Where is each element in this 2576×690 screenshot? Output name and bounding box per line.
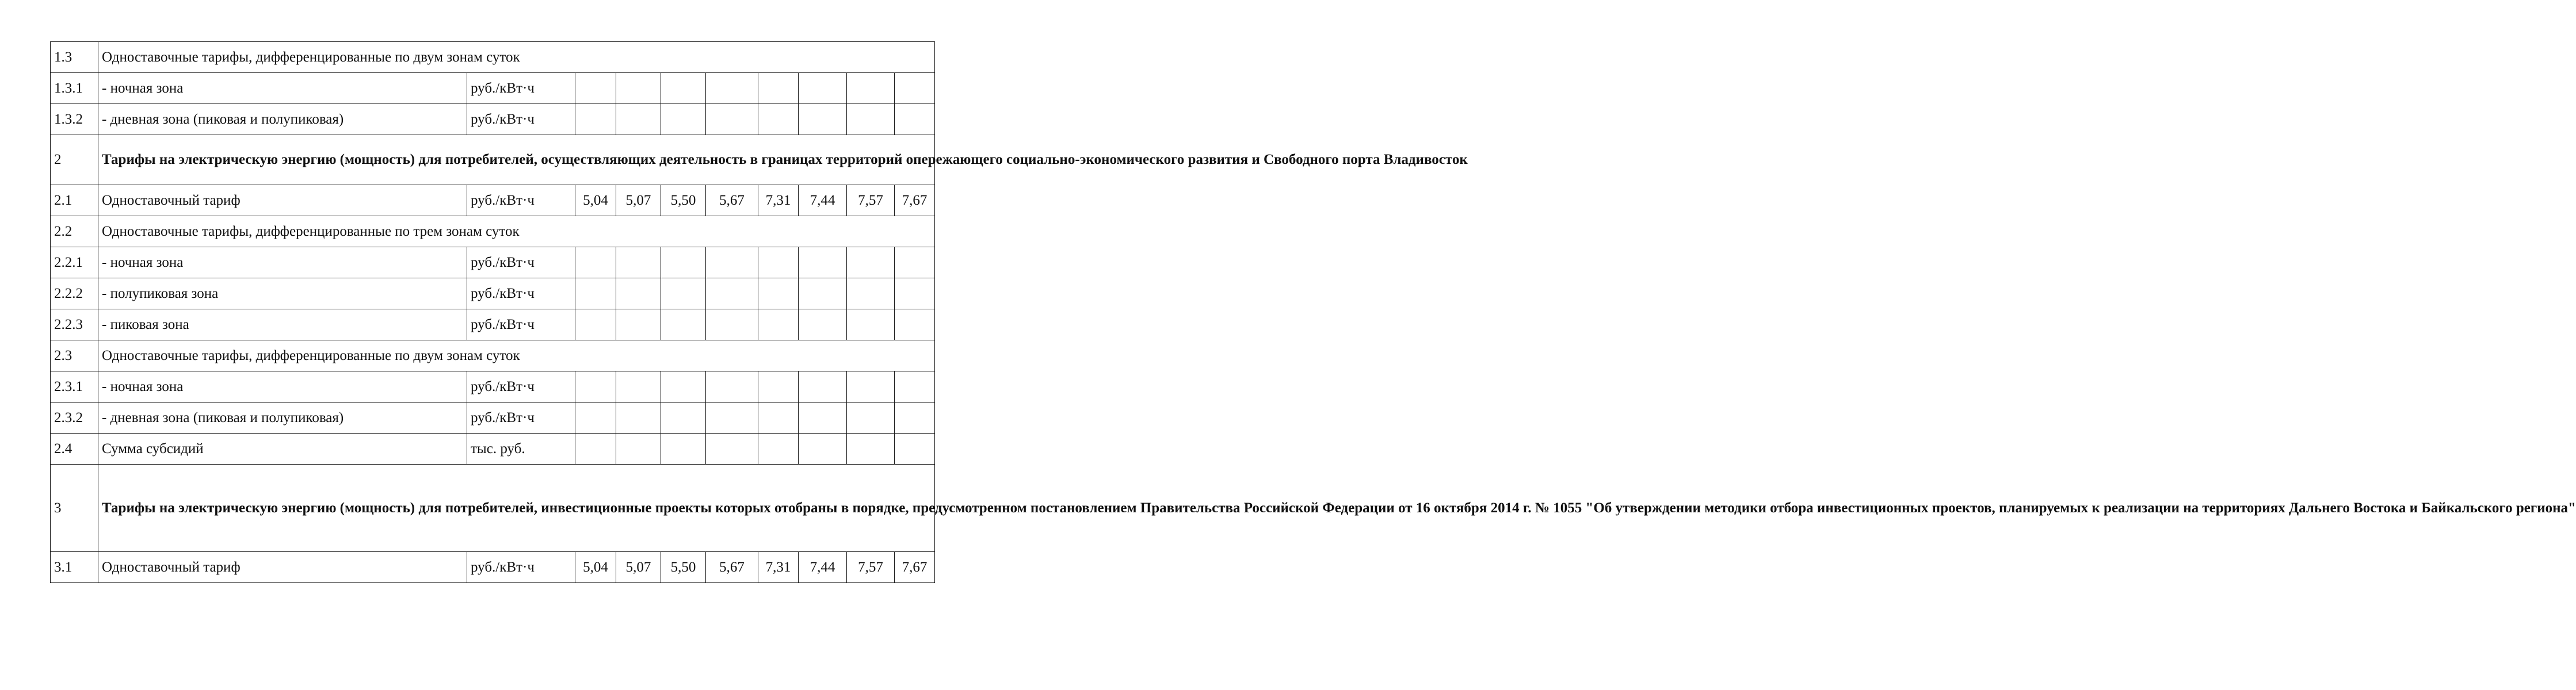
value-cell xyxy=(847,309,895,340)
value-cell: 5,50 xyxy=(661,552,706,583)
value-cell xyxy=(758,104,799,135)
value-cell: 5,07 xyxy=(616,552,661,583)
value-cell xyxy=(616,402,661,434)
value-cell xyxy=(799,73,847,104)
row-number: 3.1 xyxy=(51,552,98,583)
table-row xyxy=(51,278,935,309)
value-cell xyxy=(758,402,799,434)
value-cell xyxy=(616,104,661,135)
table-row xyxy=(51,247,935,278)
value-cell xyxy=(895,247,935,278)
value-cell xyxy=(847,73,895,104)
table-row xyxy=(51,216,935,247)
value-cell xyxy=(847,402,895,434)
table-row xyxy=(51,402,935,434)
value-cell xyxy=(895,434,935,465)
table-row xyxy=(51,42,935,73)
value-cell xyxy=(706,73,758,104)
row-name: - ночная зона xyxy=(98,73,467,104)
value-cell: 5,67 xyxy=(706,185,758,216)
value-cell xyxy=(847,371,895,402)
value-cell: 5,04 xyxy=(575,552,616,583)
value-cell: 5,07 xyxy=(616,185,661,216)
value-cell: 7,67 xyxy=(895,552,935,583)
row-number: 2.3 xyxy=(51,340,98,371)
value-cell xyxy=(895,309,935,340)
group-heading: Тарифы на электрическую энергию (мощность) для потребителей, инвестиционные проекты которых отобраны в порядке, предусмотренном постановлением Правительства Российской Федерации от 16 октября 2014 г. № 1055 "Об утверждении методики отбора инвестиционных проектов, планируемых к реализации на территориях Дальнего Востока и Байкальского региона" xyxy=(98,465,935,552)
value-cell xyxy=(799,309,847,340)
value-cell xyxy=(575,309,616,340)
value-cell xyxy=(758,73,799,104)
row-number: 2.1 xyxy=(51,185,98,216)
value-cell xyxy=(847,434,895,465)
value-cell xyxy=(799,278,847,309)
value-cell xyxy=(616,434,661,465)
row-number: 1.3.2 xyxy=(51,104,98,135)
row-name: - полупиковая зона xyxy=(98,278,467,309)
table-row xyxy=(51,104,935,135)
row-number: 2.3.1 xyxy=(51,371,98,402)
row-number: 2.2 xyxy=(51,216,98,247)
row-name: Одноставочный тариф xyxy=(98,552,467,583)
row-number: 2.4 xyxy=(51,434,98,465)
value-cell xyxy=(575,278,616,309)
row-unit: руб./кВт·ч xyxy=(467,402,575,434)
value-cell xyxy=(706,278,758,309)
value-cell xyxy=(799,104,847,135)
value-cell xyxy=(661,402,706,434)
value-cell xyxy=(758,371,799,402)
value-cell xyxy=(758,247,799,278)
value-cell xyxy=(575,371,616,402)
row-name: - пиковая зона xyxy=(98,309,467,340)
value-cell xyxy=(799,434,847,465)
table-row xyxy=(51,552,935,583)
row-unit: руб./кВт·ч xyxy=(467,185,575,216)
section-title: Одноставочные тарифы, дифференцированные по трем зонам суток xyxy=(98,216,935,247)
value-cell xyxy=(706,402,758,434)
table-row xyxy=(51,371,935,402)
value-cell: 7,57 xyxy=(847,552,895,583)
row-unit: руб./кВт·ч xyxy=(467,371,575,402)
section-title: Одноставочные тарифы, дифференцированные по двум зонам суток xyxy=(98,340,935,371)
value-cell xyxy=(575,247,616,278)
value-cell xyxy=(799,402,847,434)
value-cell xyxy=(661,104,706,135)
value-cell xyxy=(758,278,799,309)
table-row xyxy=(51,340,935,371)
row-name: - ночная зона xyxy=(98,371,467,402)
value-cell xyxy=(758,434,799,465)
group-heading: Тарифы на электрическую энергию (мощность) для потребителей, осуществляющих деятельность в границах территорий опережающего социально-экономического развития и Свободного порта Владивосток xyxy=(98,135,935,185)
value-cell xyxy=(616,278,661,309)
table-row xyxy=(51,185,935,216)
value-cell xyxy=(661,73,706,104)
row-unit: руб./кВт·ч xyxy=(467,278,575,309)
value-cell: 7,67 xyxy=(895,185,935,216)
table-row xyxy=(51,135,935,185)
value-cell xyxy=(895,104,935,135)
value-cell: 5,04 xyxy=(575,185,616,216)
row-unit: руб./кВт·ч xyxy=(467,309,575,340)
value-cell xyxy=(661,247,706,278)
value-cell xyxy=(799,371,847,402)
value-cell xyxy=(706,371,758,402)
row-unit: руб./кВт·ч xyxy=(467,247,575,278)
table-body xyxy=(51,42,2576,583)
value-cell xyxy=(575,434,616,465)
row-unit: тыс. руб. xyxy=(467,434,575,465)
row-number: 2.2.1 xyxy=(51,247,98,278)
row-number: 1.3.1 xyxy=(51,73,98,104)
value-cell xyxy=(575,402,616,434)
row-unit: руб./кВт·ч xyxy=(467,73,575,104)
value-cell xyxy=(847,104,895,135)
value-cell xyxy=(661,434,706,465)
value-cell xyxy=(758,309,799,340)
value-cell xyxy=(847,247,895,278)
value-cell xyxy=(706,247,758,278)
value-cell xyxy=(661,371,706,402)
value-cell xyxy=(799,247,847,278)
value-cell: 5,67 xyxy=(706,552,758,583)
value-cell: 7,44 xyxy=(799,185,847,216)
value-cell: 7,31 xyxy=(758,552,799,583)
value-cell xyxy=(616,371,661,402)
value-cell xyxy=(661,309,706,340)
table-row xyxy=(51,309,935,340)
document-page xyxy=(50,41,2576,583)
value-cell xyxy=(706,434,758,465)
row-number: 1.3 xyxy=(51,42,98,73)
row-number: 2.2.2 xyxy=(51,278,98,309)
value-cell: 7,31 xyxy=(758,185,799,216)
value-cell xyxy=(575,73,616,104)
row-name: - ночная зона xyxy=(98,247,467,278)
value-cell xyxy=(575,104,616,135)
value-cell xyxy=(895,278,935,309)
row-number: 3 xyxy=(51,465,98,552)
value-cell xyxy=(616,73,661,104)
value-cell: 7,57 xyxy=(847,185,895,216)
row-number: 2.3.2 xyxy=(51,402,98,434)
value-cell xyxy=(616,309,661,340)
row-unit: руб./кВт·ч xyxy=(467,552,575,583)
row-number: 2.2.3 xyxy=(51,309,98,340)
row-name: - дневная зона (пиковая и полупиковая) xyxy=(98,104,467,135)
row-name: - дневная зона (пиковая и полупиковая) xyxy=(98,402,467,434)
value-cell: 5,50 xyxy=(661,185,706,216)
table-row xyxy=(51,465,935,552)
row-name: Сумма субсидий xyxy=(98,434,467,465)
table-row xyxy=(51,434,935,465)
value-cell xyxy=(616,247,661,278)
value-cell xyxy=(661,278,706,309)
value-cell xyxy=(706,309,758,340)
value-cell xyxy=(706,104,758,135)
table-row xyxy=(51,73,935,104)
value-cell xyxy=(895,402,935,434)
value-cell xyxy=(895,371,935,402)
section-title: Одноставочные тарифы, дифференцированные по двум зонам суток xyxy=(98,42,935,73)
value-cell xyxy=(847,278,895,309)
value-cell: 7,44 xyxy=(799,552,847,583)
row-number: 2 xyxy=(51,135,98,185)
row-name: Одноставочный тариф xyxy=(98,185,467,216)
row-unit: руб./кВт·ч xyxy=(467,104,575,135)
value-cell xyxy=(895,73,935,104)
tariff-table xyxy=(50,41,2576,583)
